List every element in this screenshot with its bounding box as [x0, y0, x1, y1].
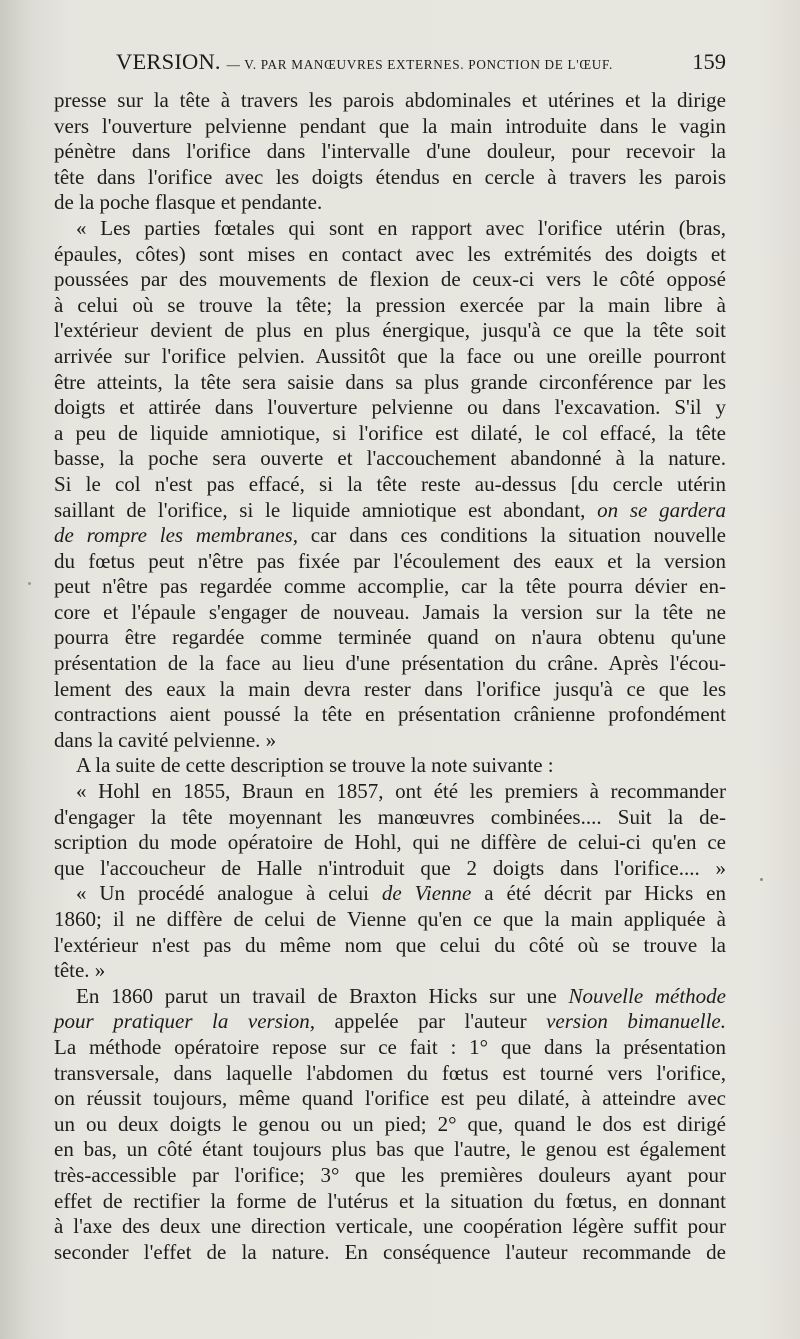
paper-speck — [28, 582, 31, 585]
text-run: appelée par l'auteur — [314, 1009, 547, 1034]
text-line: « Hohl en 1855, Braun en 1857, ont été les premiers à recommander — [76, 779, 726, 804]
page-number: 159 — [692, 49, 726, 74]
text-line — [54, 498, 726, 524]
text-line: que l'accoucheur de Halle n'introduit que 2 doigts dans l'orifice.... » — [54, 855, 726, 880]
text-line: l'extérieur n'est pas du même nom que celui du côté où se trouve la — [54, 932, 726, 957]
text-run: car dans ces conditions la situation nouvelle — [297, 523, 726, 548]
text-line: seconder l'effet de la nature. En conséquence l'auteur recommande de — [54, 1239, 726, 1264]
text-line: dans la cavité pelvienne. » — [54, 727, 277, 752]
text-line: lement des eaux la main devra rester dans l'orifice jusqu'à ce que les — [54, 676, 726, 701]
text-line: core et l'épaule s'engager de nouveau. Jamais la version sur la tête ne — [54, 599, 726, 624]
running-title — [116, 49, 613, 75]
text-line: à l'axe des deux une direction verticale, une coopération légère suffit pour — [54, 1214, 726, 1239]
text-line: vers l'ouverture pelvienne pendant que la main introduite dans le vagin — [54, 113, 726, 138]
text-line: 1860; il ne diffère de celui de Vienne qu'en ce que la main appliquée à — [54, 907, 726, 931]
text-line: de la poche flasque et pendante. — [54, 190, 323, 215]
text-line: tête. » — [54, 958, 106, 983]
text-run: a été décrit par Hicks en — [471, 881, 726, 906]
text-line: La méthode opératoire repose sur ce fait : 1° que dans la présentation — [54, 1034, 726, 1059]
text-run: saillant de l'orifice, si le liquide amniotique est abondant, — [54, 497, 598, 522]
text-line: être atteints, la tête sera saisie dans sa plus grande circonférence par les — [54, 369, 726, 394]
text-line: épaules, côtes) sont mises en contact avec les extrémités des doigts et — [54, 241, 726, 266]
text-line: poussées par des mouvements de flexion de ceux-ci vers le côté opposé — [54, 267, 726, 292]
text-line: peut n'être pas regardée comme accomplie, car la tête pourra dévier en- — [54, 574, 726, 599]
italic-run: version bimanuelle. — [546, 1009, 726, 1034]
text-line — [54, 523, 726, 549]
text-line: effet de rectifier la forme de l'utérus et la situation du fœtus, en donnant — [54, 1188, 726, 1213]
italic-run: Nouvelle méthode — [568, 983, 727, 1008]
text-line: scription du mode opératoire de Hohl, qui ne diffère de celui-ci qu'en ce — [54, 830, 726, 855]
text-line: doigts et attirée dans l'ouverture pelvienne ou dans l'excavation. S'il y — [54, 395, 726, 420]
text-line: d'engager la tête moyennant les manœuvres combinées.... Suit la de- — [54, 804, 726, 829]
italic-run: de rompre les membranes, — [54, 523, 298, 548]
text-line: presse sur la tête à travers les parois abdominales et utérines et la dirige — [54, 88, 726, 112]
body-text — [54, 88, 726, 1265]
text-line: on réussit toujours, même quand l'orifice est peu dilaté, à atteindre avec — [54, 1086, 726, 1111]
paper-speck — [760, 878, 763, 881]
text-run: « Un procédé analogue à celui — [76, 881, 382, 906]
text-line: à celui où se trouve la tête; la pression exercée par la main libre à — [54, 292, 726, 317]
text-line: A la suite de cette description se trouve la note suivante : — [76, 753, 554, 778]
italic-run: pour pratiquer la version, — [54, 1009, 315, 1034]
running-title-main: VERSION. — [116, 49, 221, 74]
text-line: pénètre dans l'orifice dans l'intervalle d'une douleur, pour recevoir la — [54, 139, 726, 164]
running-title-rest: — V. PAR MANŒUVRES EXTERNES. PONCTION DE L'ŒUF. — [226, 57, 613, 72]
text-line: un ou deux doigts le genou ou un pied; 2° que, quand le dos est dirigé — [54, 1111, 726, 1136]
text-run: En 1860 parut un travail de Braxton Hicks sur une — [76, 983, 569, 1008]
text-line: l'extérieur devient de plus en plus énergique, jusqu'à ce que la tête soit — [54, 318, 726, 343]
text-line — [54, 1009, 726, 1035]
text-line: « Les parties fœtales qui sont en rapport avec l'orifice utérin (bras, — [76, 215, 726, 240]
text-line: Si le col n'est pas effacé, si la tête reste au-dessus [du cercle utérin — [54, 471, 726, 496]
text-line: contractions aient poussé la tête en présentation crânienne profondément — [54, 702, 726, 727]
text-line: transversale, dans laquelle l'abdomen du fœtus est tourné vers l'orifice, — [54, 1060, 726, 1085]
running-header — [54, 49, 726, 81]
text-line: du fœtus peut n'être pas fixée par l'écoulement des eaux et la version — [54, 548, 726, 573]
text-line: a peu de liquide amniotique, si l'orifice est dilaté, le col effacé, la tête — [54, 420, 726, 445]
italic-run: on se gardera — [597, 497, 726, 522]
text-line: présentation de la face au lieu d'une présentation du crâne. Après l'écou- — [54, 651, 726, 676]
text-line: pourra être regardée comme terminée quand on n'aura obtenu qu'une — [54, 625, 726, 650]
text-line: très-accessible par l'orifice; 3° que les premières douleurs ayant pour — [54, 1162, 726, 1187]
italic-run: de Vienne — [381, 881, 472, 906]
text-line: arrivée sur l'orifice pelvien. Aussitôt que la face ou une oreille pourront — [54, 343, 726, 368]
text-line: basse, la poche sera ouverte et l'accouchement abandonné à la nature. — [54, 446, 726, 471]
text-line — [54, 984, 726, 1010]
text-line: en bas, un côté étant toujours plus bas que l'autre, le genou est également — [54, 1137, 726, 1162]
text-line — [54, 881, 726, 907]
text-line: tête dans l'orifice avec les doigts étendus en cercle à travers les parois — [54, 164, 726, 189]
